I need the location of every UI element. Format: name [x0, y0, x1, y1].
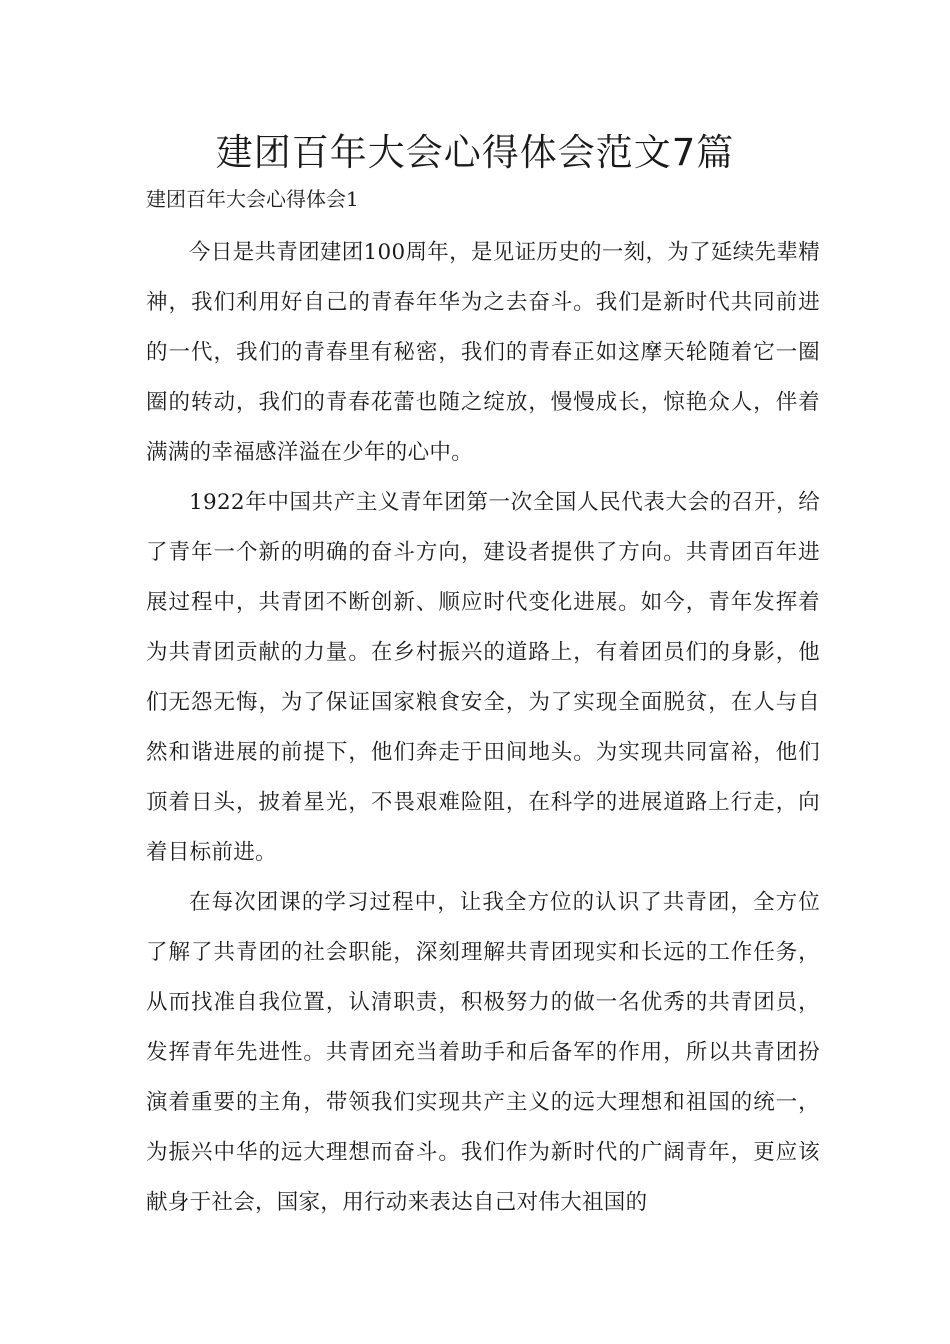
document-body — [146, 228, 820, 1228]
section-heading: 建团百年大会心得体会1 — [146, 187, 359, 211]
document-title: 建团百年大会心得体会范文7篇 — [215, 131, 735, 174]
paragraph-2: 1922年中国共产主义青年团第一次全国人民代表大会的召开，给了青年一个新的明确的奋斗方向，建设者提供了方向。共青团百年进展过程中，共青团不断创新、顺应时代变化进展。如今，青年发挥着为共青团贡献的力量。在乡村振兴的道路上，有着团员们的身影，他们无怨无悔，为了保证国家粮食安全，为了实现全面脱贫，在人与自然和谐进展的前提下，他们奔走于田间地头。为实现共同富裕，他们顶着日头，披着星光，不畏艰难险阻，在科学的进展道路上行走，向着目标前进。 — [146, 490, 820, 865]
paragraph-3: 在每次团课的学习过程中，让我全方位的认识了共青团，全方位了解了共青团的社会职能，深刻理解共青团现实和长远的工作任务，从而找准自我位置，认清职责，积极努力的做一名优秀的共青团员，发挥青年先进性。共青团充当着助手和后备军的作用，所以共青团扮演着重要的主角，带领我们实现共产主义的远大理想和祖国的统一，为振兴中华的远大理想而奋斗。我们作为新时代的广阔青年，更应该献身于社会，国家，用行动来表达自己对伟大祖国的 — [146, 890, 820, 1215]
paragraph-1: 今日是共青团建团100周年，是见证历史的一刻，为了延续先辈精神，我们利用好自己的青春年华为之去奋斗。我们是新时代共同前进的一代，我们的青春里有秘密，我们的青春正如这摩天轮随着它一圈圈的转动，我们的青春花蕾也随之绽放，慢慢成长，惊艳众人，伴着满满的幸福感洋溢在少年的心中。 — [146, 240, 820, 465]
